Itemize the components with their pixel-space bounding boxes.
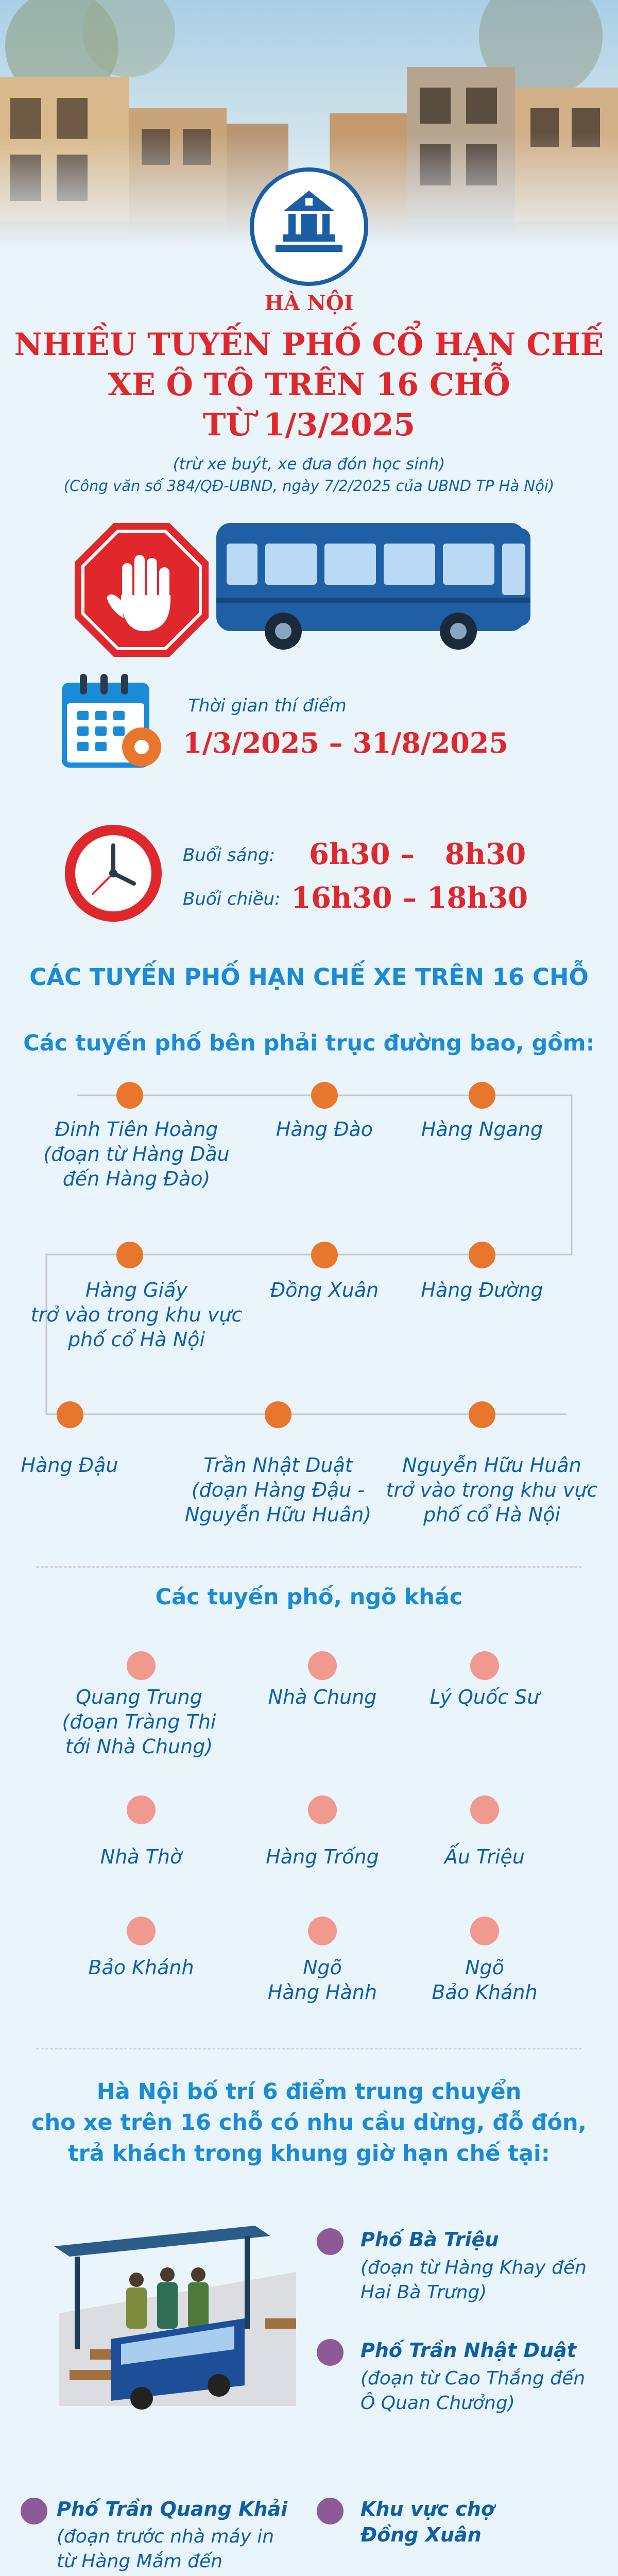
route-hang-dao: Hàng Đào bbox=[276, 1118, 373, 1141]
street-name: Ngõ bbox=[303, 1956, 342, 1979]
route-hang-duong: Hàng Đường bbox=[421, 1279, 543, 1301]
route-hang-dau: Hàng Đậu bbox=[21, 1454, 118, 1477]
transfer-tran-nhat-duat-detail bbox=[360, 2366, 585, 2416]
route-dot bbox=[469, 1401, 495, 1428]
route-name: Nguyễn Hữu Huân bbox=[402, 1454, 581, 1477]
calendar-icon bbox=[59, 670, 167, 778]
route-dot bbox=[116, 1242, 143, 1268]
route-detail: (đoạn từ Hàng Dầu bbox=[43, 1143, 230, 1165]
pilot-label: Thời gian thí điểm bbox=[188, 696, 347, 716]
headline-note bbox=[0, 453, 618, 497]
transfer-intro-line: Hà Nội bố trí 6 điểm trung chuyển bbox=[96, 2079, 522, 2105]
street-bao-khanh: Bảo Khánh bbox=[88, 1956, 194, 1979]
street-nha-tho: Nhà Thờ bbox=[100, 1845, 182, 1868]
transfer-detail-line bbox=[57, 2574, 274, 2576]
route-detail: Nguyễn Hữu Huân) bbox=[184, 1503, 372, 1526]
route-dot bbox=[311, 1082, 338, 1109]
route-hang-ngang: Hàng Ngang bbox=[421, 1118, 543, 1141]
city-title: HÀ NỘI bbox=[264, 291, 354, 315]
street-detail: (đoạn Tràng Thi bbox=[62, 1710, 216, 1733]
transfer-dot bbox=[317, 2228, 344, 2255]
street-dot bbox=[470, 1795, 499, 1824]
headline-line-1: NHIỀU TUYẾN PHỐ CỔ HẠN CHẾ bbox=[14, 327, 604, 363]
transfer-dot bbox=[317, 2339, 344, 2366]
route-name: Đinh Tiên Hoàng bbox=[55, 1118, 218, 1141]
street-detail: tới Nhà Chung) bbox=[65, 1735, 213, 1758]
transfer-tran-nhat-duat-title: Phố Trần Nhật Duật bbox=[360, 2339, 576, 2362]
afternoon-label: Buổi chiều: bbox=[183, 889, 281, 909]
transfer-detail-line: (đoạn từ Hàng Khay đến bbox=[360, 2257, 587, 2278]
afternoon-value: 16h30 – 18h30 bbox=[291, 881, 528, 915]
bus-icon bbox=[216, 523, 546, 652]
route-detail: phố cổ Hà Nội bbox=[68, 1328, 205, 1351]
transfer-dong-xuan-title bbox=[360, 2496, 494, 2548]
ring-title: Các tuyến phố bên phải trục đường bao, gồm: bbox=[23, 1030, 595, 1056]
street-ngo-bao-khanh bbox=[407, 1955, 562, 2005]
route-detail: đến Hàng Đào) bbox=[62, 1167, 211, 1190]
route-dot bbox=[311, 1242, 338, 1268]
route-detail: (đoạn Hàng Đậu - bbox=[191, 1479, 365, 1501]
transfer-intro bbox=[0, 2076, 618, 2169]
transfer-tran-quang-khai-detail bbox=[57, 2524, 274, 2576]
transfer-title-line: Khu vực chợ bbox=[360, 2498, 495, 2520]
headline-line-2: XE Ô TÔ TRÊN 16 CHỖ bbox=[108, 367, 510, 403]
transfer-dot bbox=[21, 2498, 47, 2524]
headline-line-3: TỪ 1/3/2025 bbox=[202, 407, 416, 443]
headline bbox=[0, 325, 618, 445]
route-dot bbox=[469, 1082, 495, 1109]
route-detail: phố cổ Hà Nội bbox=[423, 1503, 560, 1526]
route-dot bbox=[265, 1401, 291, 1428]
street-name: Bảo Khánh bbox=[432, 1981, 538, 2004]
transfer-dot bbox=[317, 2498, 344, 2524]
other-streets-title: Các tuyến phố, ngõ khác bbox=[155, 1584, 463, 1610]
transfer-detail-line: (đoạn trước nhà máy in bbox=[57, 2526, 274, 2547]
route-dot bbox=[469, 1242, 495, 1268]
transfer-detail-line: (đoạn từ Cao Thắng đến bbox=[360, 2368, 586, 2389]
route-detail: trở vào trong khu vực bbox=[30, 1303, 243, 1326]
street-dot bbox=[308, 1917, 337, 1945]
divider bbox=[36, 2048, 582, 2049]
transfer-tran-quang-khai-title: Phố Trần Quang Khải bbox=[57, 2498, 288, 2520]
divider bbox=[36, 1566, 582, 1568]
street-dot bbox=[127, 1651, 156, 1680]
transfer-detail-line: Hai Bà Trưng) bbox=[360, 2282, 487, 2303]
route-dot bbox=[116, 1082, 143, 1109]
street-dot bbox=[127, 1795, 156, 1824]
street-dot bbox=[308, 1651, 337, 1680]
route-dinh-tien-hoang bbox=[21, 1117, 252, 1191]
street-dot bbox=[127, 1917, 156, 1945]
street-name: Ngõ bbox=[465, 1956, 504, 1979]
morning-label: Buổi sáng: bbox=[183, 845, 276, 866]
route-hang-giay bbox=[21, 1278, 252, 1352]
route-detail: trở vào trong khu vực bbox=[386, 1479, 598, 1501]
stop-hand-icon bbox=[75, 523, 209, 657]
route-dot bbox=[57, 1401, 83, 1428]
street-name: Hàng Hành bbox=[267, 1981, 377, 2004]
street-name: Quang Trung bbox=[76, 1686, 202, 1708]
route-dong-xuan: Đồng Xuân bbox=[270, 1279, 379, 1301]
route-name: Trần Nhật Duật bbox=[203, 1454, 353, 1477]
transfer-ba-trieu-detail bbox=[360, 2256, 587, 2305]
route-name: Hàng Giấy bbox=[85, 1279, 187, 1301]
pilot-range: 1/3/2025 – 31/8/2025 bbox=[183, 726, 508, 759]
transfer-detail-line: từ Hàng Mắm đến bbox=[57, 2551, 223, 2572]
clock-icon bbox=[62, 822, 165, 925]
street-dot bbox=[470, 1917, 499, 1945]
bus-stop-illustration bbox=[49, 2215, 306, 2421]
route-nguyen-huu-huan bbox=[381, 1453, 603, 1527]
street-hang-trong: Hàng Trống bbox=[266, 1845, 379, 1868]
transfer-detail-line: Ô Quan Chưởng) bbox=[360, 2393, 515, 2414]
transfer-title-line: Đồng Xuân bbox=[360, 2523, 482, 2546]
transfer-intro-line: trả khách trong khung giờ hạn chế tại: bbox=[68, 2141, 550, 2166]
note-line-1: (trừ xe buýt, xe đưa đón học sinh) bbox=[173, 455, 445, 473]
street-dot bbox=[470, 1651, 499, 1680]
street-ngo-hang-hanh bbox=[245, 1955, 400, 2005]
transfer-intro-line: cho xe trên 16 chỗ có nhu cầu dừng, đỗ đón, bbox=[31, 2110, 587, 2136]
street-ly-quoc-su: Lý Quốc Sư bbox=[430, 1686, 540, 1708]
routes-section-title: CÁC TUYẾN PHỐ HẠN CHẾ XE TRÊN 16 CHỖ bbox=[29, 963, 589, 991]
street-au-trieu: Ấu Triệu bbox=[444, 1845, 525, 1868]
route-tran-nhat-duat bbox=[165, 1453, 391, 1527]
transfer-ba-trieu-title: Phố Bà Triệu bbox=[360, 2228, 499, 2251]
street-nha-chung: Nhà Chung bbox=[268, 1686, 377, 1708]
hanoi-emblem-icon bbox=[250, 167, 368, 286]
morning-value: 6h30 – 8h30 bbox=[309, 837, 526, 871]
note-line-2: (Công văn số 384/QĐ-UBND, ngày 7/2/2025 của UBND TP Hà Nội) bbox=[63, 477, 555, 495]
street-dot bbox=[308, 1795, 337, 1824]
street-quang-trung bbox=[36, 1685, 242, 1759]
